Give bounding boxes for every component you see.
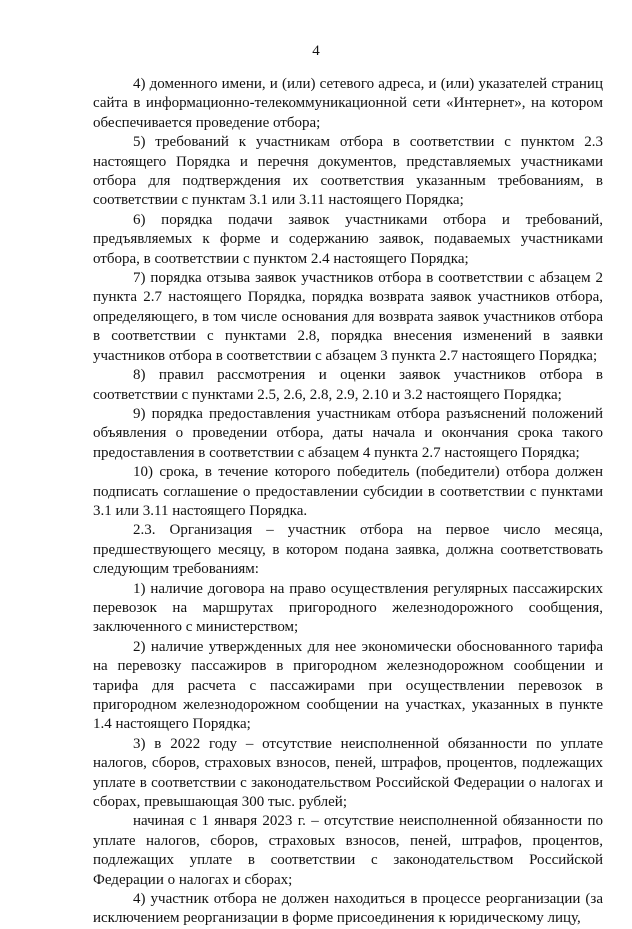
paragraph-item-8: 8) правил рассмотрения и оценки заявок участников отбора в соответствии с пунктами 2.5, 2.6, 2.8, 2.9, 2.10 и 3.2 настоящего Порядка; <box>93 367 603 403</box>
paragraph-item-7: 7) порядка отзыва заявок участников отбора в соответствии с абзацем 2 пункта 2.7 настоящего Порядка, порядка возврата заявок участников отбора, определяющего, в том числе основания для возврата заявок участников отбора в соответствии с пунктами 2.8, порядка внесения изменений в заявки участников отбора в соответствии с абзацем 3 пункта 2.7 настоящего Порядка; <box>93 270 603 364</box>
paragraph-item-6: 6) порядка подачи заявок участниками отбора и требований, предъявляемых к форме и содержанию заявок, подаваемых участниками отбора, в соответствии с пунктом 2.4 настоящего Порядка; <box>93 211 603 267</box>
paragraph-requirement-2: 2) наличие утвержденных для нее экономически обоснованного тарифа на перевозку пассажиров в пригородном железнодорожном сообщении и тарифа для расчета с пассажирами при осуществлении перевозок в пригородном железнодорожном сообщении на участках, указанных в пункте 1.4 настоящего Порядка; <box>93 638 603 733</box>
paragraph-item-9: 9) порядка предоставления участникам отбора разъяснений положений объявления о проведении отбора, даты начала и окончания срока такого предоставления в соответствии с абзацем 4 пункта 2.7 настоящего Порядка; <box>93 405 603 461</box>
paragraph-item-4: 4) доменного имени, и (или) сетевого адреса, и (или) указателей страниц сайта в информационно-телекоммуникационной сети «Интернет», на котором обеспечивается проведение отбора; <box>93 76 603 131</box>
document-body <box>93 75 603 929</box>
paragraph-item-10: 10) срока, в течение которого победитель (победители) отбора должен подписать соглашение о предоставлении субсидии в соответствии с пунктами 3.1 или 3.11 настоящего Порядка. <box>93 464 603 519</box>
paragraph-requirement-4: 4) участник отбора не должен находиться в процессе реорганизации (за исключением реорганизации в форме присоединения к юридическому лицу, <box>93 891 603 927</box>
paragraph-requirement-1: 1) наличие договора на право осуществления регулярных пассажирских перевозок на маршрутах пригородного железнодорожного сообщения, заключенного с министерством; <box>93 580 603 636</box>
paragraph-item-5: 5) требований к участникам отбора в соответствии с пунктом 2.3 настоящего Порядка и перечня документов, представляемых участниками отбора для подтверждения их соответствия указанным требованиям, в соответствии с пунктам 3.1 или 3.11 настоящего Порядка; <box>93 134 603 209</box>
page-number: 4 <box>312 43 320 59</box>
paragraph-section-2-3: 2.3. Организация – участник отбора на первое число месяца, предшествующего месяцу, в котором подана заявка, должна соответствовать следующим требованиям: <box>93 522 603 578</box>
paragraph-requirement-3: 3) в 2022 году – отсутствие неисполненной обязанности по уплате налогов, сборов, страховых взносов, пеней, штрафов, процентов, подлежащих уплате в соответствии с законодательством Российской Федерации о налогах и сборах, превышающая 300 тыс. рублей; <box>93 735 603 811</box>
paragraph-requirement-3-continued: начиная с 1 января 2023 г. – отсутствие неисполненной обязанности по уплате налогов, сборов, страховых взносов, пеней, штрафов, процентов, подлежащих уплате в соответствии с законодательством Российской Федерации о налогах и сборах; <box>93 813 603 888</box>
